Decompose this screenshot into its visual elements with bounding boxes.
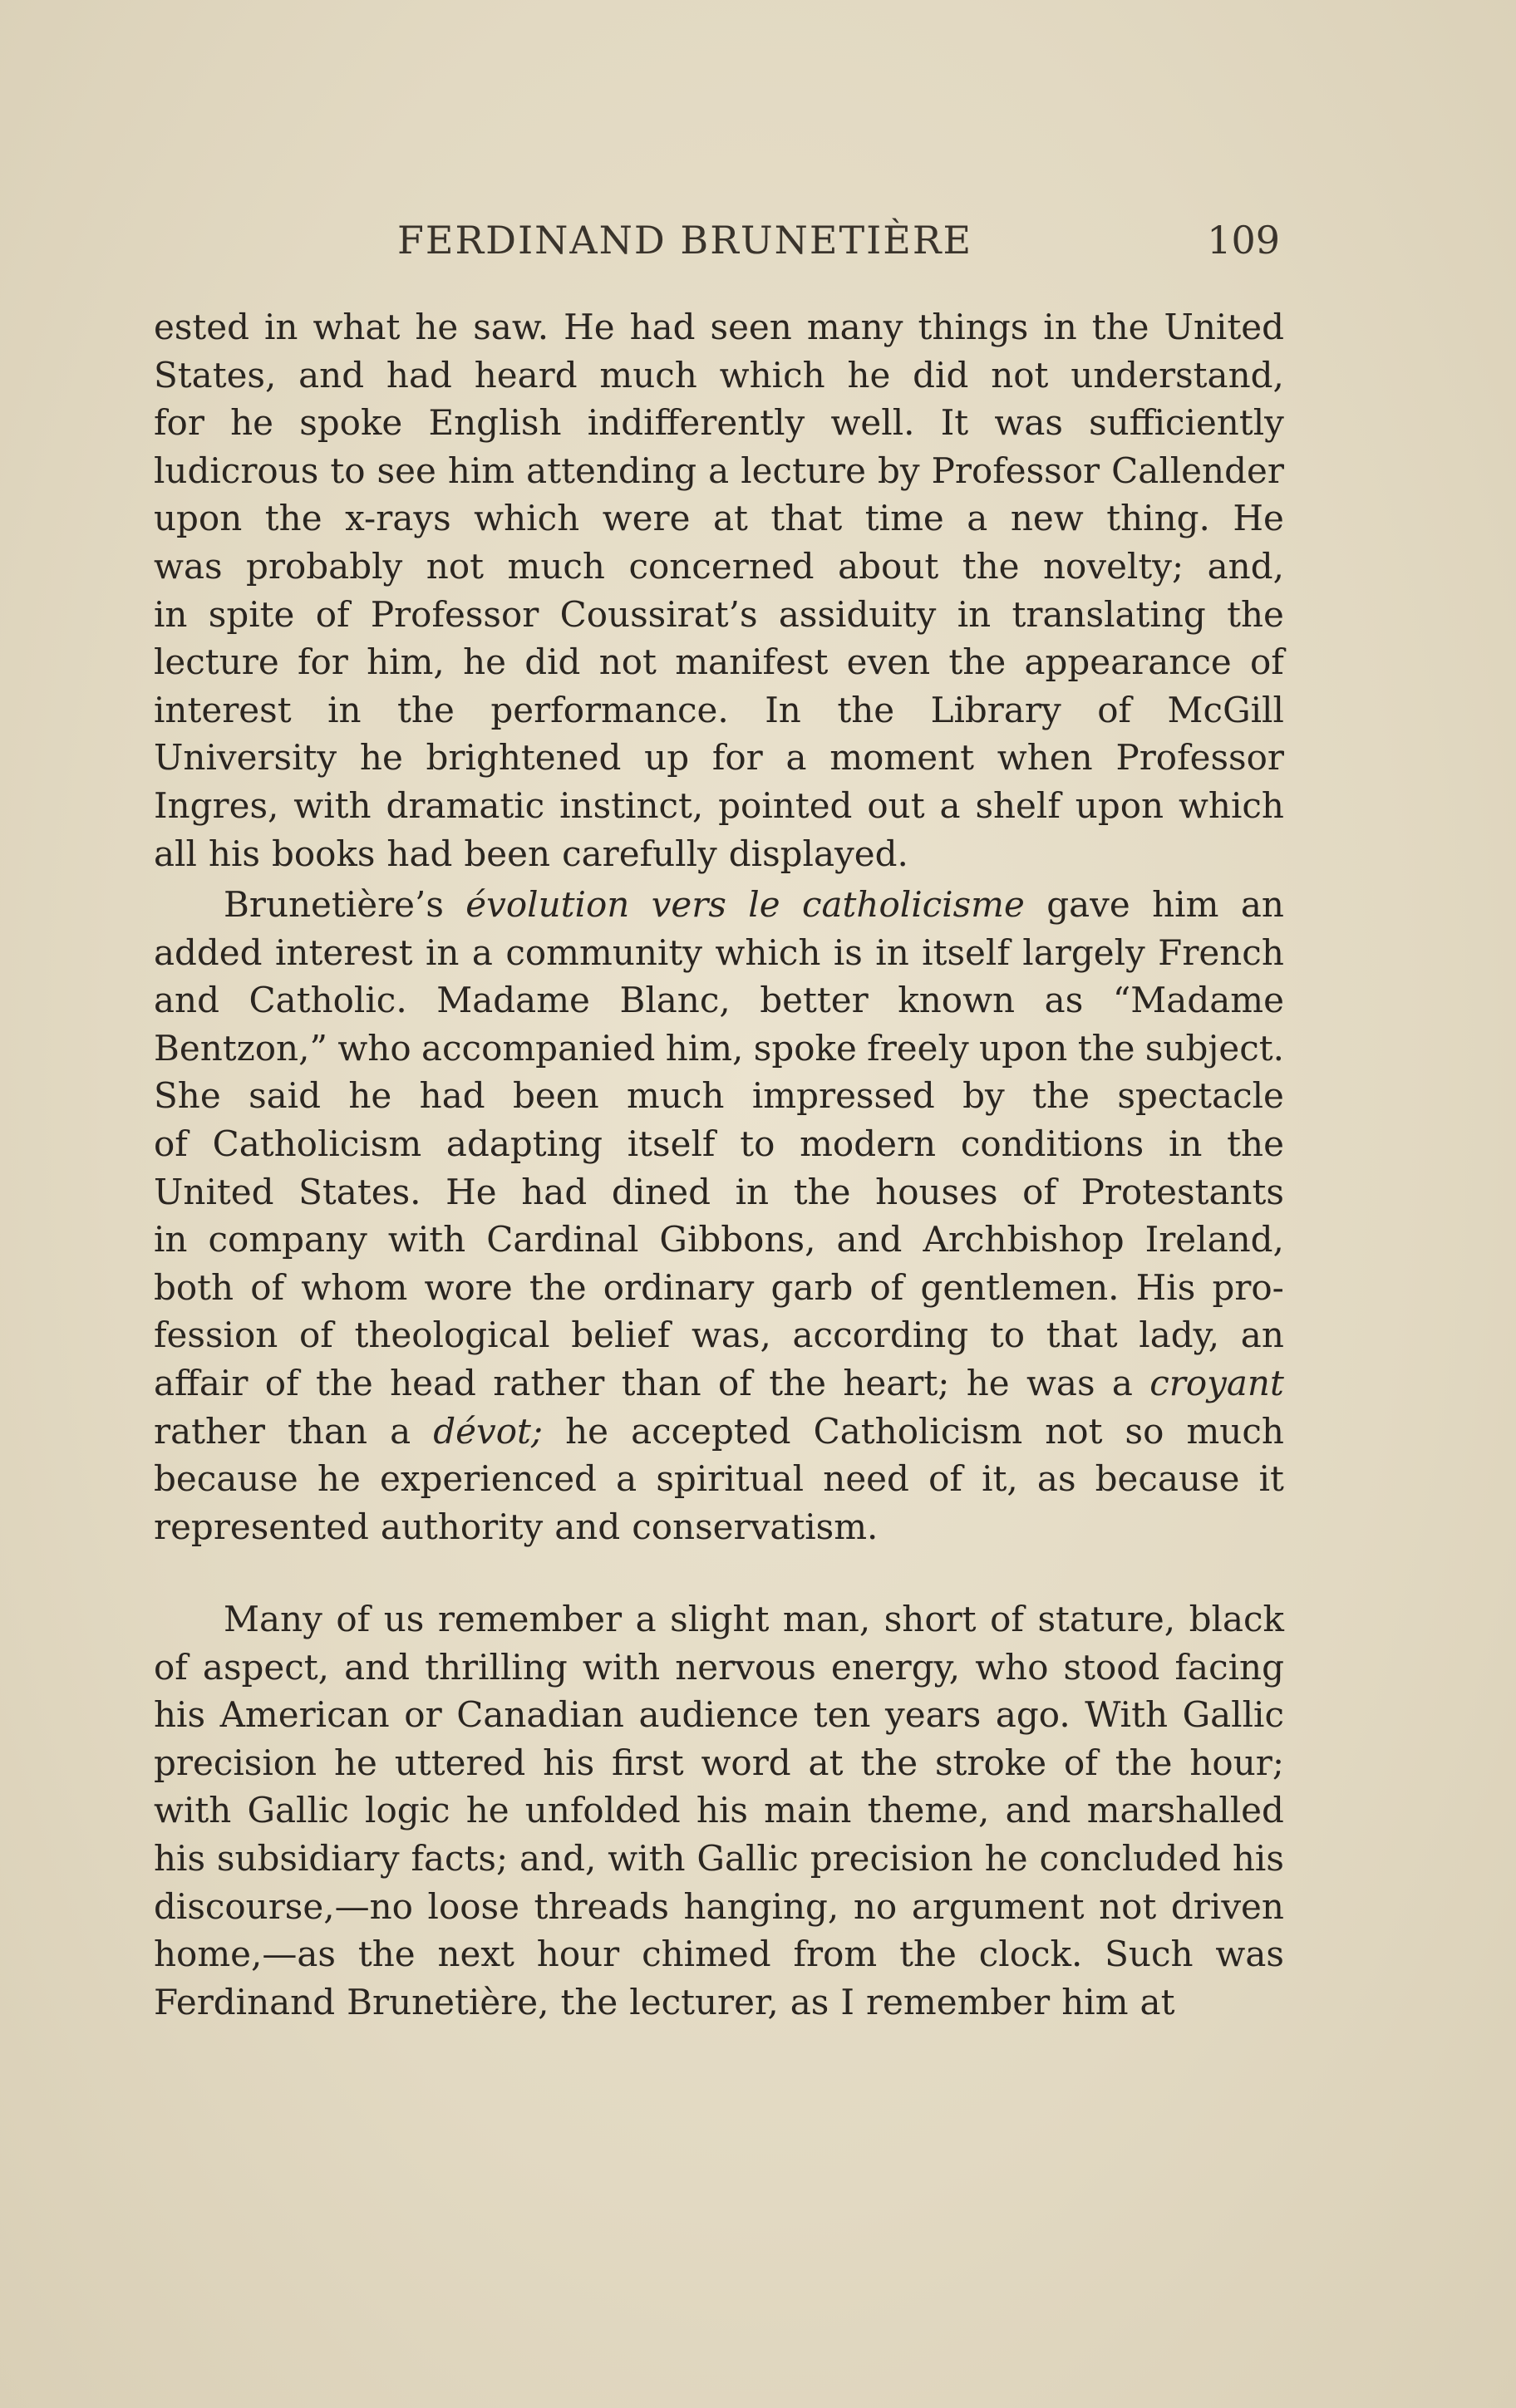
text-line: his American or Canadian audience ten years ago. With Gallic (154, 1694, 1284, 1736)
paragraph-3 (154, 1595, 1284, 2026)
text-line: She said he had been much impressed by the spectacle (154, 1075, 1284, 1117)
text-line: of aspect, and thrilling with nervous energy, who stood facing (154, 1646, 1284, 1688)
text-line: affair of the head rather than of the heart; he was a croyant (154, 1362, 1284, 1403)
text-line: discourse,—no loose threads hanging, no argument not driven (154, 1885, 1284, 1927)
text-line: for he spoke English indifferently well. It was sufficiently (154, 402, 1284, 444)
text-line: lecture for him, he did not manifest even the appearance of (154, 641, 1284, 683)
text-line: United States. He had dined in the houses of Protestants (154, 1171, 1284, 1212)
page-header (150, 218, 1280, 276)
text-line: upon the x-rays which were at that time a new thing. He (154, 498, 1284, 539)
text-line: Ferdinand Brunetière, the lecturer, as I remember him at (154, 1981, 1175, 2022)
text-line: Many of us remember a slight man, short of stature, black (224, 1599, 1284, 1639)
text-line: of Catholicism adapting itself to modern conditions in the (154, 1123, 1284, 1164)
text-line: in spite of Professor Coussirat’s assiduity in translating the (154, 593, 1284, 635)
text-line: with Gallic logic he unfolded his main theme, and marshalled (154, 1790, 1284, 1831)
text-line: precision he uttered his first word at the stroke of the hour; (154, 1742, 1284, 1783)
text-line: was probably not much concerned about the novelty; and, (154, 545, 1284, 587)
text-line: represented authority and conservatism. (154, 1506, 879, 1547)
text-line: both of whom wore the ordinary garb of gentlemen. His pro- (154, 1266, 1284, 1308)
running-title: FERDINAND BRUNETIÈRE (397, 218, 973, 263)
text-line: University he brightened up for a moment when Professor (154, 737, 1284, 779)
text-line: Ingres, with dramatic instinct, pointed out a shelf upon which (154, 784, 1284, 826)
text-line: because he experienced a spiritual need of it, as because it (154, 1458, 1284, 1500)
text-line: in company with Cardinal Gibbons, and Archbishop Ireland, (154, 1219, 1284, 1261)
paragraph-2 (154, 881, 1284, 1550)
text-line: fession of theological belief was, according to that lady, an (154, 1315, 1284, 1356)
text-line: interest in the performance. In the Library of McGill (154, 689, 1284, 730)
text-line: and Catholic. Madame Blanc, better known as “Madame (154, 980, 1284, 1021)
text-line: home,—as the next hour chimed from the clock. Such was (154, 1934, 1284, 1975)
text-line: Bentzon,” who accompanied him, spoke freely upon the subject. (154, 1027, 1284, 1069)
text-line: ludicrous to see him attending a lecture by Professor Callender (154, 450, 1284, 491)
text-line: States, and had heard much which he did not understand, (154, 354, 1284, 396)
text-line: ested in what he saw. He had seen many things in the United (154, 307, 1284, 347)
paragraph-1 (154, 303, 1284, 877)
text-line: all his books had been carefully displayed. (154, 833, 908, 874)
text-line: added interest in a community which is in itself largely French (154, 931, 1284, 973)
text-line: rather than a dévot; he accepted Catholicism not so much (154, 1410, 1284, 1452)
text-line: his subsidiary facts; and, with Gallic precision he concluded his (154, 1837, 1284, 1879)
page-number: 109 (1207, 218, 1280, 263)
text-line: Brunetière’s évolution vers le catholicisme gave him an (224, 884, 1284, 925)
